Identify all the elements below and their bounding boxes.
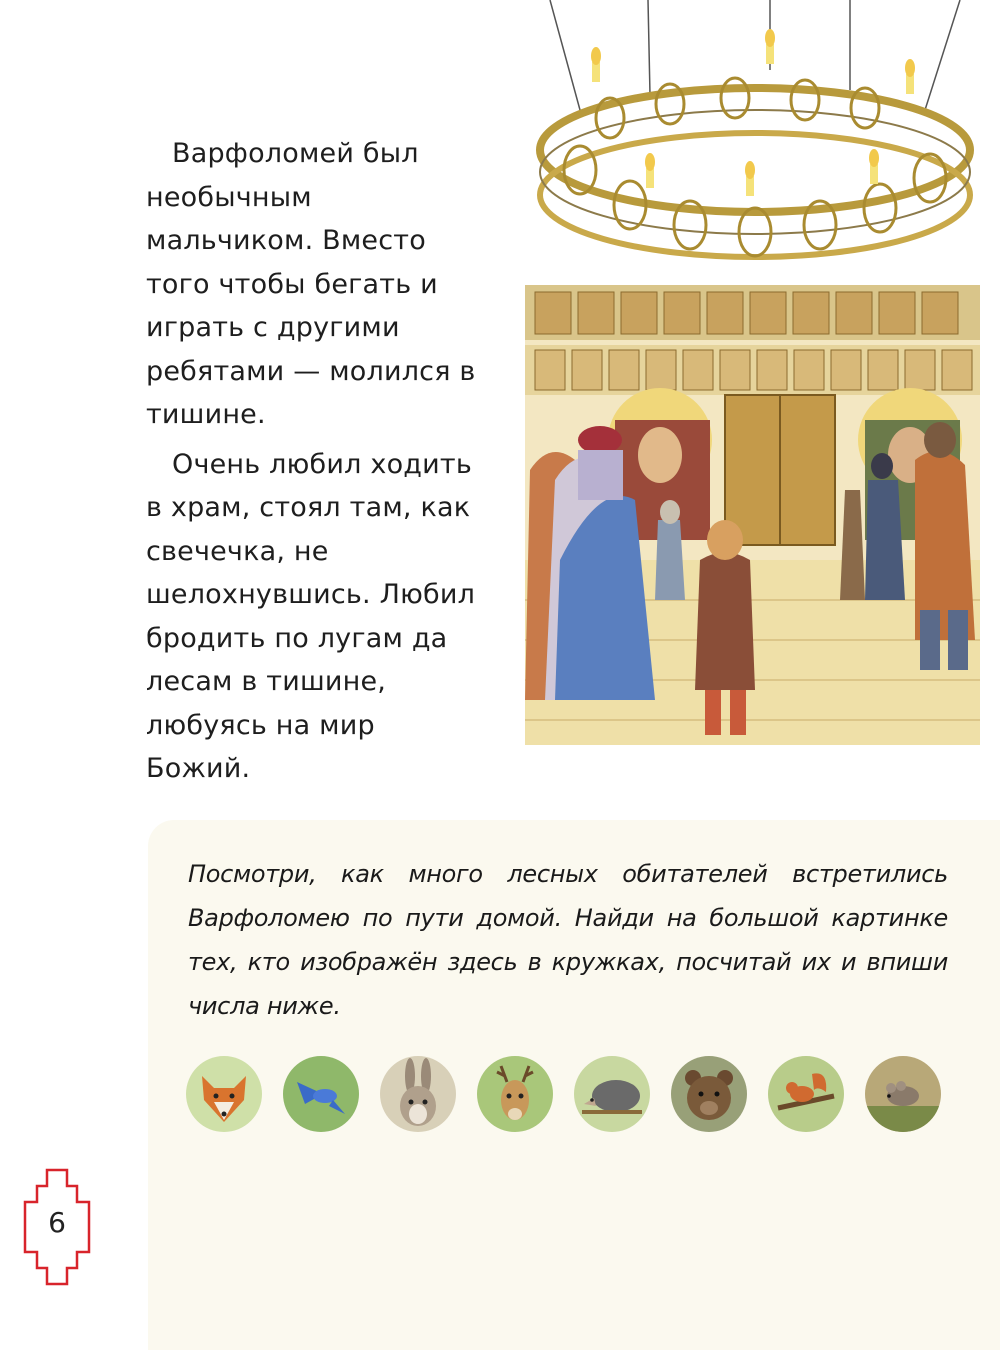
mouse-circle <box>865 1056 941 1132</box>
deer-circle <box>477 1056 553 1132</box>
deer-icon <box>477 1056 553 1132</box>
hare-icon <box>380 1056 456 1132</box>
hedgehog-icon <box>574 1056 650 1132</box>
fox-circle <box>186 1056 262 1132</box>
chandelier-chains <box>550 0 960 110</box>
squirrel-icon <box>768 1056 844 1132</box>
mouse-icon <box>865 1056 941 1132</box>
fox-icon <box>186 1056 262 1132</box>
story-paragraph-2: Очень любил ходить в храм, стоял там, как свечечка, не шелохнувшись. Любил бродить по лугам да лесам в тишине, любуясь на мир Божий. <box>146 448 476 784</box>
church-interior-illustration <box>520 0 1000 760</box>
bluebird-circle <box>283 1056 359 1132</box>
page-number-frame <box>22 1168 92 1286</box>
hedgehog-circle <box>574 1056 650 1132</box>
story-paragraph-1: Варфоломей был необычным мальчиком. Вместо того чтобы бегать и играть с другими ребятами — молился в тишине. <box>146 138 476 430</box>
task-instruction: Посмотри, как много лесных обитателей встретились Варфоломею по пути домой. Найди на большой картинке тех, кто изображён здесь в кружках, посчитай их и впиши числа ниже. <box>188 860 948 1020</box>
bear-icon <box>671 1056 747 1132</box>
squirrel-circle <box>768 1056 844 1132</box>
story-text <box>146 132 486 797</box>
hare-circle <box>380 1056 456 1132</box>
bear-circle <box>671 1056 747 1132</box>
animal-circles <box>186 1056 946 1132</box>
page-number: 6 <box>48 1206 66 1239</box>
chandelier <box>540 29 970 257</box>
bird-icon <box>283 1056 359 1132</box>
